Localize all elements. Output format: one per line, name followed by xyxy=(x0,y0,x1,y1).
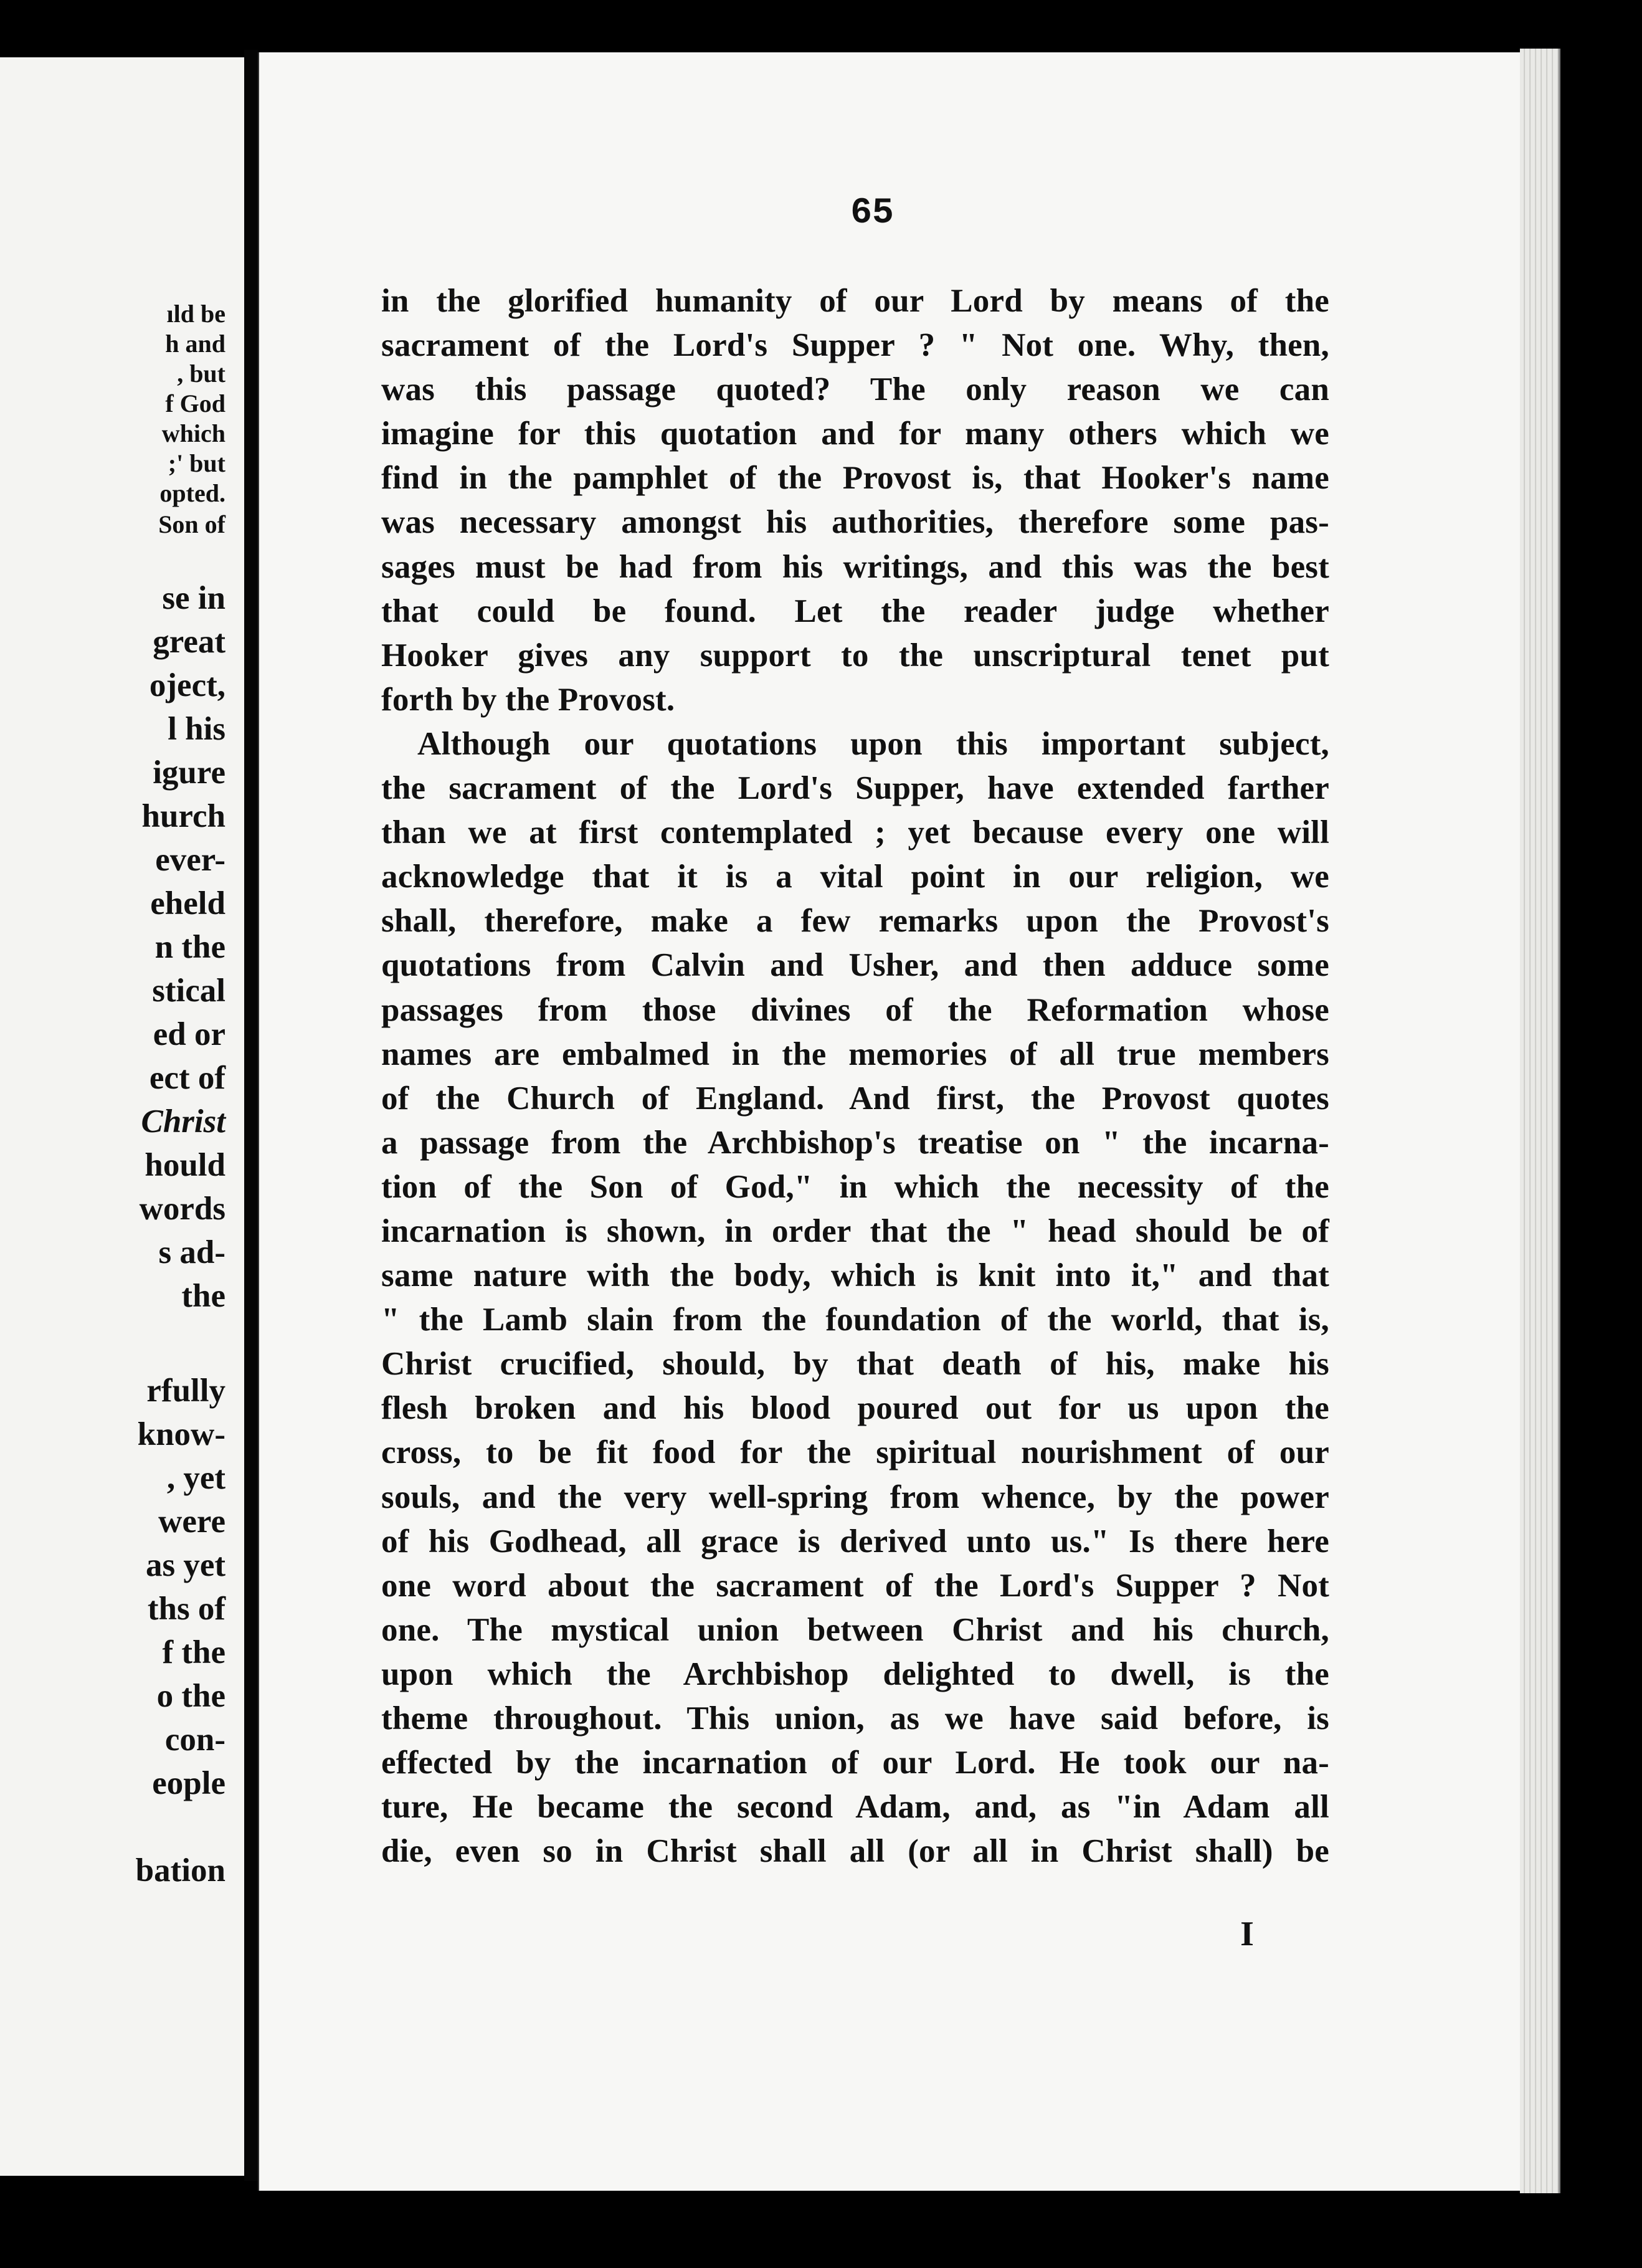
previous-page-line: o the xyxy=(156,1678,225,1714)
previous-page-line: f the xyxy=(162,1634,225,1670)
text-line: Although our quotations upon this important subject, xyxy=(417,725,1329,762)
previous-page-line: ed or xyxy=(153,1016,225,1052)
previous-page-line: h and xyxy=(165,330,225,358)
previous-page-line: , but xyxy=(177,360,225,388)
previous-page-line: know- xyxy=(137,1416,225,1452)
previous-page-line: rfully xyxy=(146,1373,225,1409)
text-line: die, even so in Christ shall all (or all in Christ shall) be xyxy=(381,1833,1329,1870)
previous-page-line: which xyxy=(161,419,225,447)
text-line: incarnation is shown, in order that the " head should be of xyxy=(381,1213,1329,1249)
previous-page-line: were xyxy=(158,1503,225,1540)
text-line: tion of the Son of God," in which the necessity of the xyxy=(381,1168,1329,1205)
previous-page-line: great xyxy=(153,624,225,660)
previous-page-line: s ad- xyxy=(158,1234,225,1270)
text-line: sacrament of the Lord's Supper ? " Not one. Why, then, xyxy=(381,327,1329,364)
previous-page-line: con- xyxy=(164,1722,225,1758)
book-gutter xyxy=(244,50,258,2181)
text-line: than we at first contemplated ; yet because every one will xyxy=(381,814,1329,851)
text-line: sages must be had from his writings, and this was the best xyxy=(381,548,1329,585)
text-line: of the Church of England. And first, the Provost quotes xyxy=(381,1080,1329,1117)
previous-page-line: , yet xyxy=(166,1460,225,1496)
previous-page-line: ever- xyxy=(155,842,225,878)
text-line: in the glorified humanity of our Lord by means of the xyxy=(381,283,1329,319)
text-line: Hooker gives any support to the unscriptural tenet put xyxy=(381,637,1329,674)
text-line: a passage from the Archbishop's treatise on " the incarna- xyxy=(381,1124,1329,1161)
text-line: ture, He became the second Adam, and, as "in Adam all xyxy=(381,1789,1329,1826)
text-line: quotations from Calvin and Usher, and then adduce some xyxy=(381,947,1329,984)
previous-page-line: oject, xyxy=(149,667,225,703)
previous-page-line: ıld be xyxy=(166,300,225,328)
text-line: imagine for this quotation and for many others which we xyxy=(381,416,1329,452)
previous-page-line: ;' but xyxy=(168,449,225,477)
previous-page-line: Christ xyxy=(141,1103,225,1140)
page-number: 65 xyxy=(850,193,894,234)
signature-mark: I xyxy=(1240,1915,1254,1953)
text-line: souls, and the very well-spring from whence, by the power xyxy=(381,1479,1329,1515)
text-line: theme throughout. This union, as we have said before, is xyxy=(381,1700,1329,1737)
previous-page-line: the xyxy=(181,1278,225,1314)
previous-page-line: bation xyxy=(135,1852,225,1889)
text-line: " the Lamb slain from the foundation of the world, that is, xyxy=(381,1302,1329,1338)
text-line: one. The mystical union between Christ and his church, xyxy=(381,1611,1329,1648)
previous-page-line: igure xyxy=(153,755,225,791)
text-line: find in the pamphlet of the Provost is, that Hooker's name xyxy=(381,460,1329,497)
previous-page-line: Son of xyxy=(158,510,225,538)
previous-page-line: hurch xyxy=(141,798,225,834)
text-line: cross, to be fit food for the spiritual nourishment of our xyxy=(381,1434,1329,1471)
text-line: of his Godhead, all grace is derived unto us." Is there here xyxy=(381,1523,1329,1560)
previous-page-line: stical xyxy=(152,973,225,1009)
previous-page-line: ect of xyxy=(149,1060,225,1096)
previous-page-line: hould xyxy=(145,1147,225,1183)
text-line: upon which the Archbishop delighted to dwell, is the xyxy=(381,1656,1329,1692)
text-line: that could be found. Let the reader judge whether xyxy=(381,593,1329,629)
text-line: same nature with the body, which is knit into it," and that xyxy=(381,1257,1329,1294)
text-line: effected by the incarnation of our Lord. He took our na- xyxy=(381,1745,1329,1781)
previous-page-line: se in xyxy=(162,580,225,616)
previous-page-line: l his xyxy=(168,711,225,747)
previous-page-line: opted. xyxy=(159,479,225,507)
text-line: forth by the Provost. xyxy=(381,681,675,718)
text-line: was this passage quoted? The only reason we can xyxy=(381,371,1329,408)
previous-page-line: as yet xyxy=(145,1547,225,1583)
previous-page-line: eheld xyxy=(150,885,225,922)
previous-page-line: f God xyxy=(165,389,225,417)
text-line: the sacrament of the Lord's Supper, have extended farther xyxy=(381,770,1329,807)
body-text xyxy=(381,279,1329,1874)
text-line: acknowledge that it is a vital point in our religion, we xyxy=(381,859,1329,895)
text-line: Christ crucified, should, by that death of his, make his xyxy=(381,1346,1329,1383)
previous-page-line: words xyxy=(139,1191,225,1227)
text-line: one word about the sacrament of the Lord's Supper ? Not xyxy=(381,1567,1329,1604)
previous-page-fragment xyxy=(0,57,244,2176)
previous-page-line: eople xyxy=(152,1765,225,1801)
previous-page-line: ths of xyxy=(147,1591,225,1627)
text-line: flesh broken and his blood poured out for us upon the xyxy=(381,1390,1329,1427)
text-line: shall, therefore, make a few remarks upon the Provost's xyxy=(381,903,1329,940)
page-edges xyxy=(1520,49,1560,2193)
text-line: names are embalmed in the memories of all true members xyxy=(381,1036,1329,1072)
previous-page-line: n the xyxy=(154,929,225,965)
text-line: was necessary amongst his authorities, therefore some pas- xyxy=(381,504,1329,541)
text-line: passages from those divines of the Reformation whose xyxy=(381,991,1329,1028)
